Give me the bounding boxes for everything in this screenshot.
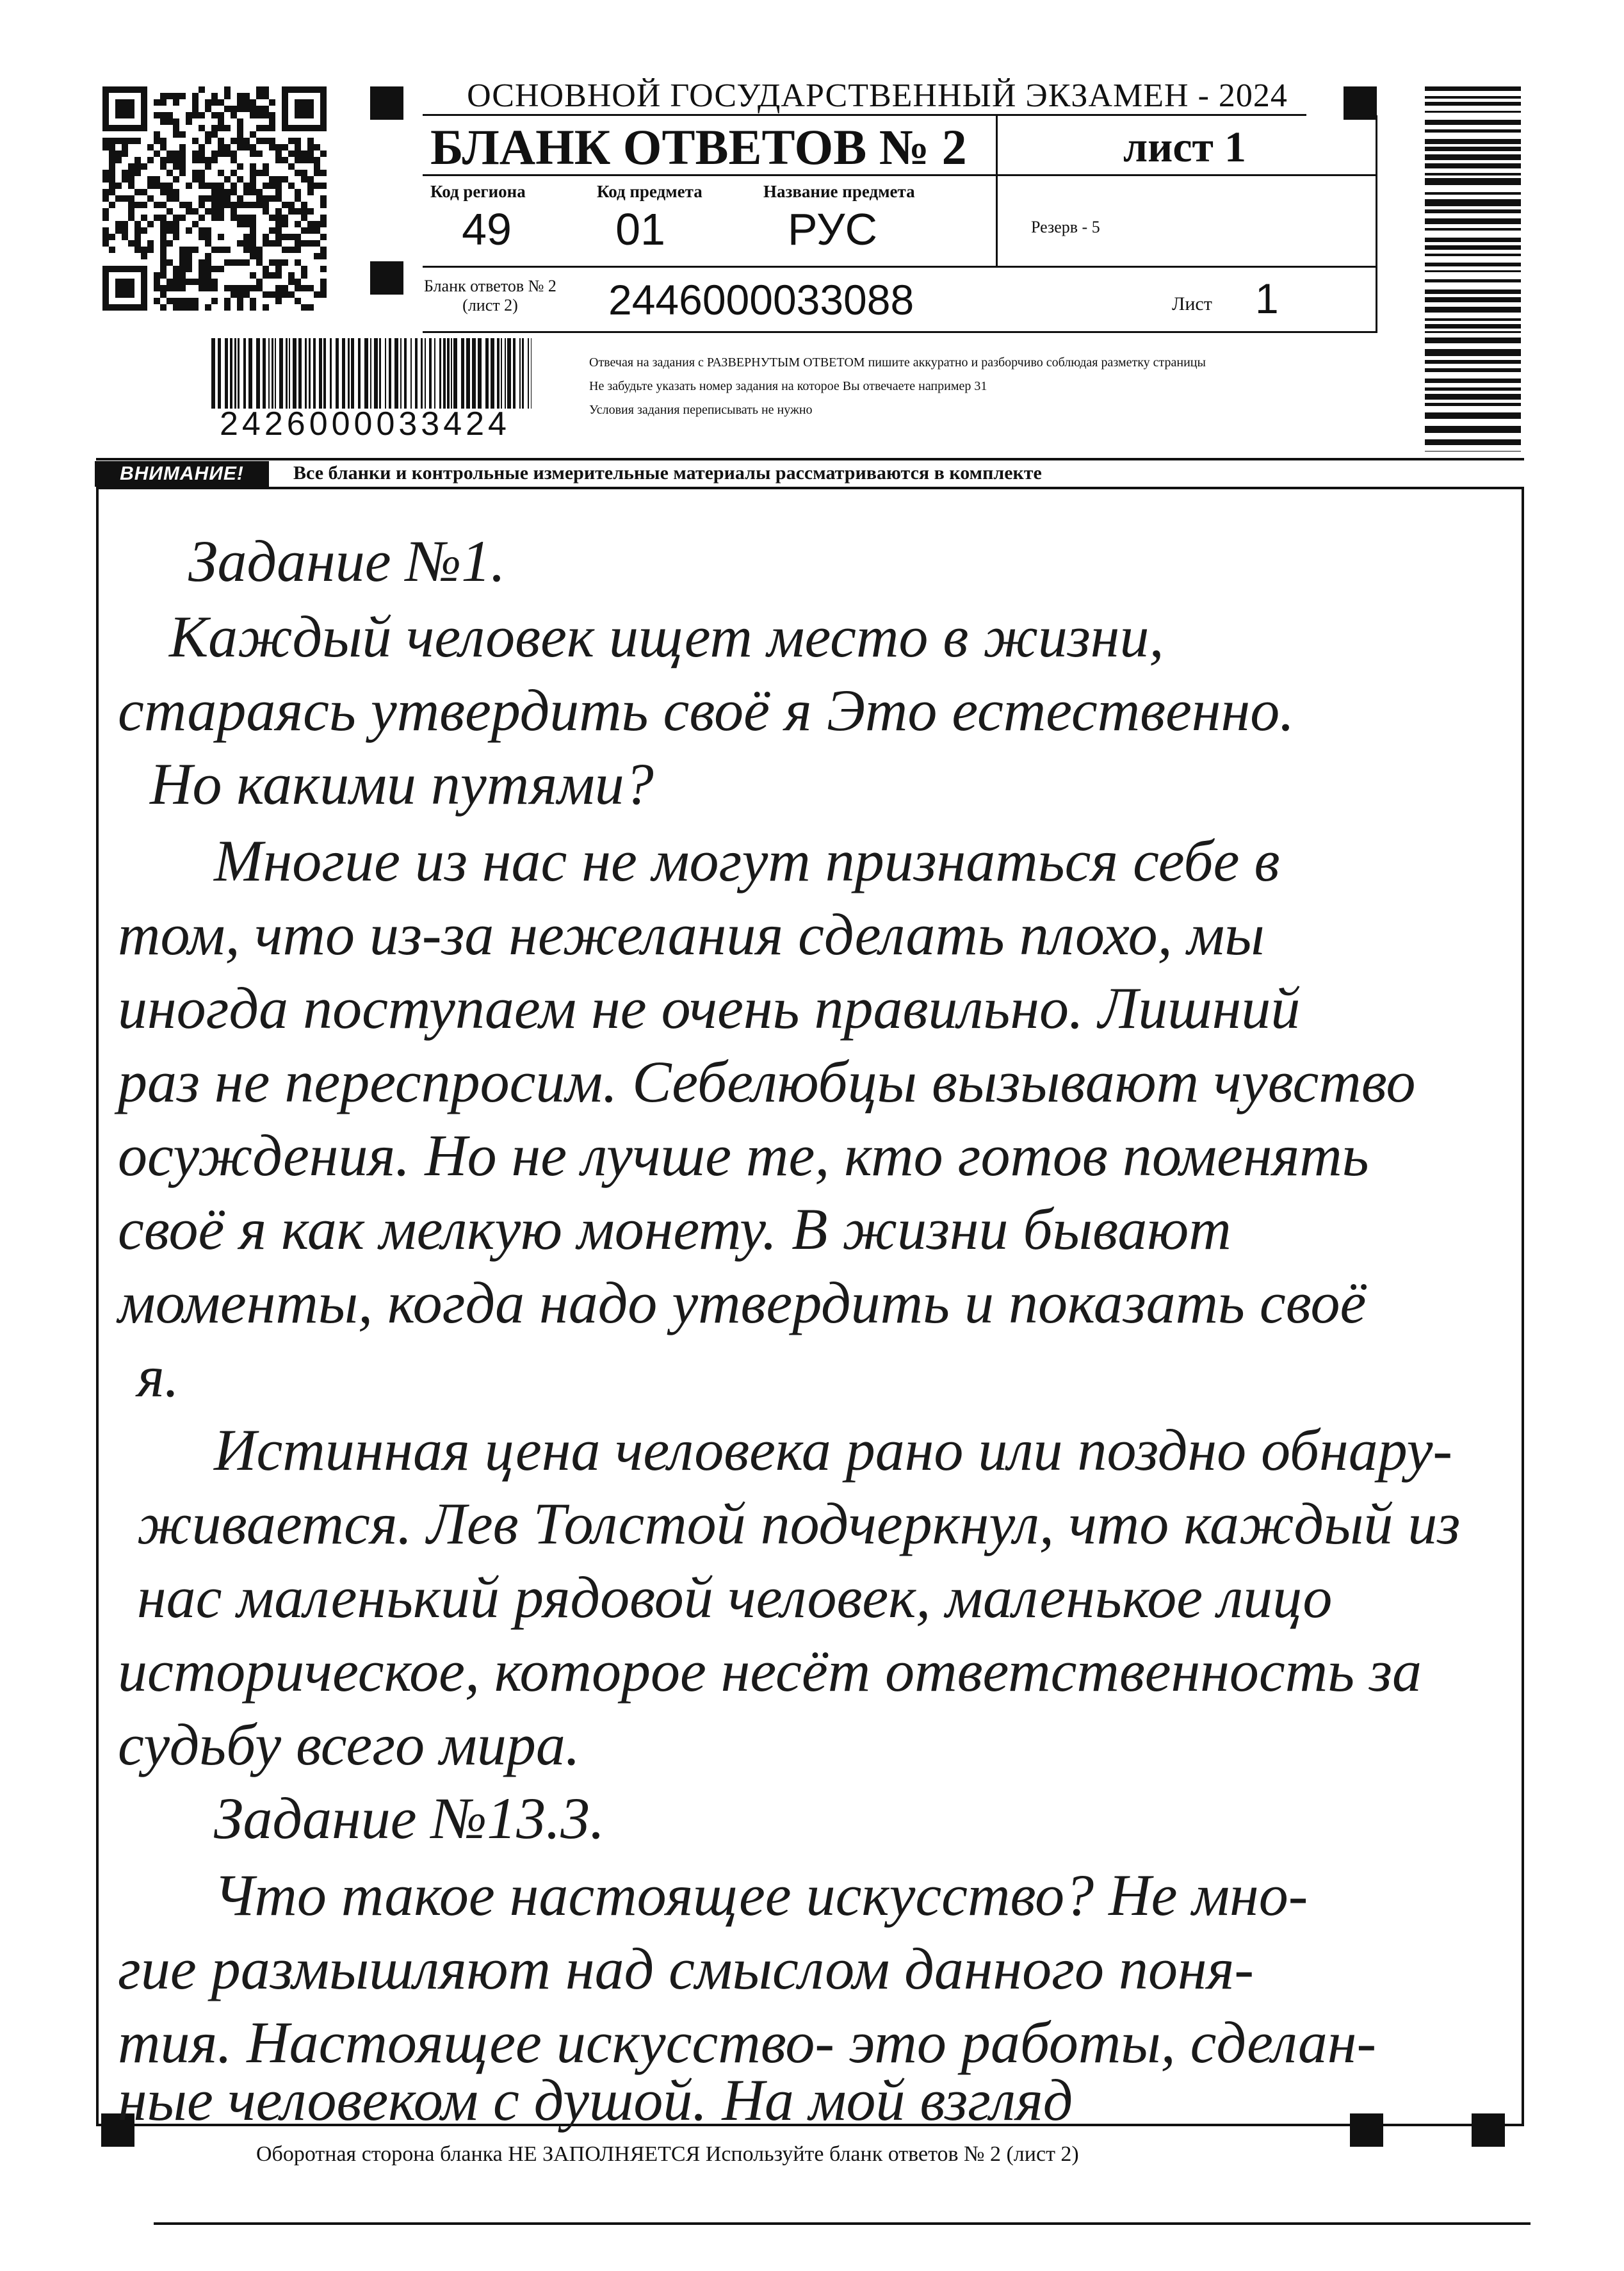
barcode-number: 2426000033424 — [220, 405, 510, 443]
answer-line: Истинная цена человека рано или поздно обнару- — [214, 1417, 1453, 1483]
instruction-line: Не забудьте указать номер задания на которое Вы отвечаете например 31 — [589, 379, 987, 393]
header-divider — [1376, 115, 1377, 333]
form-barcode — [211, 338, 532, 409]
answer-line: Что такое настоящее искусство? Не мно- — [214, 1862, 1308, 1928]
answer-line: судьбу всего мира. — [118, 1712, 580, 1777]
answer-line: тия. Настоящее искусство- это работы, сделан- — [118, 2010, 1377, 2075]
form2-label-line2: (лист 2) — [462, 296, 518, 314]
answer-line: живается. Лев Толстой подчеркнул, что каждый из — [137, 1491, 1461, 1556]
exam-title: ОСНОВНОЙ ГОСУДАРСТВЕННЫЙ ЭКЗАМЕН - 2024 — [467, 77, 1288, 114]
header-divider — [996, 115, 998, 266]
answer-line: нас маленький рядовой человек, маленькое лицо — [137, 1565, 1333, 1630]
answer-line: Но какими путями? — [150, 751, 654, 817]
warning-text: Все бланки и контрольные измерительные материалы рассматриваются в комплекте — [293, 462, 1042, 484]
answer-line: Задание №1. — [188, 528, 506, 594]
sheet-label: Лист — [1172, 293, 1212, 314]
registration-mark — [1344, 86, 1377, 120]
answer-line: Многие из нас не могут признаться себе в — [214, 828, 1280, 893]
warning-rule — [96, 458, 1524, 460]
registration-mark — [370, 86, 403, 120]
answer-line: я. — [137, 1344, 179, 1409]
answer-line: историческое, которое несёт ответственность за — [118, 1638, 1422, 1704]
answer-line: моменты, когда надо утвердить и показать своё — [118, 1270, 1367, 1335]
subject-name-label: Название предмета — [763, 182, 915, 201]
qr-code — [102, 86, 327, 311]
sheet-title: лист 1 — [1123, 122, 1246, 171]
answer-line: осуждения. Но не лучше те, кто готов поменять — [118, 1123, 1369, 1188]
subject-name-value: РУС — [787, 204, 878, 254]
answer-line: том, что из-за нежелания сделать плохо, мы — [118, 902, 1265, 967]
form2-label-line1: Бланк ответов № 2 — [424, 277, 556, 295]
footer-rule — [154, 2222, 1531, 2225]
reserve-label: Резерв - 5 — [1031, 218, 1100, 236]
answer-line: своё я как мелкую монету. В жизни бывают — [118, 1196, 1231, 1262]
answer-line: раз не переспросим. Себелюбцы вызывают чувство — [118, 1049, 1416, 1114]
subject-code-value: 01 — [615, 204, 665, 254]
warning-badge: ВНИМАНИЕ! — [95, 461, 269, 487]
instruction-line: Условия задания переписывать не нужно — [589, 403, 813, 417]
answer-line: Задание №13.3. — [214, 1786, 605, 1851]
instruction-line: Отвечая на задания с РАЗВЕРНУТЫМ ОТВЕТОМ пишите аккуратно и разборчиво соблюдая разметку страницы — [589, 355, 1206, 370]
answer-line: ные человеком с душой. На мой взгляд — [118, 2067, 1073, 2133]
form-title: БЛАНК ОТВЕТОВ № 2 — [430, 119, 967, 175]
header-rule — [423, 331, 1377, 333]
side-barcode — [1425, 86, 1521, 452]
header-rule — [423, 266, 1377, 268]
subject-code-label: Код предмета — [597, 182, 702, 201]
region-label: Код региона — [430, 182, 526, 201]
answer-line: стараясь утвердить своё я Это естественно. — [118, 678, 1295, 743]
sheet-number: 1 — [1255, 275, 1279, 322]
footer-text: Оборотная сторона бланка НЕ ЗАПОЛНЯЕТСЯ Используйте бланк ответов № 2 (лист 2) — [256, 2142, 1079, 2166]
region-value: 49 — [462, 204, 512, 254]
form2-label — [424, 277, 556, 315]
form2-number: 2446000033088 — [608, 276, 914, 323]
registration-mark — [370, 261, 403, 295]
answer-line: гие размышляют над смыслом данного поня- — [118, 1936, 1255, 2001]
answer-line: иногда поступаем не очень правильно. Лишний — [118, 975, 1301, 1041]
answer-area — [96, 487, 1524, 2133]
answer-line: Каждый человек ищет место в жизни, — [169, 604, 1164, 669]
